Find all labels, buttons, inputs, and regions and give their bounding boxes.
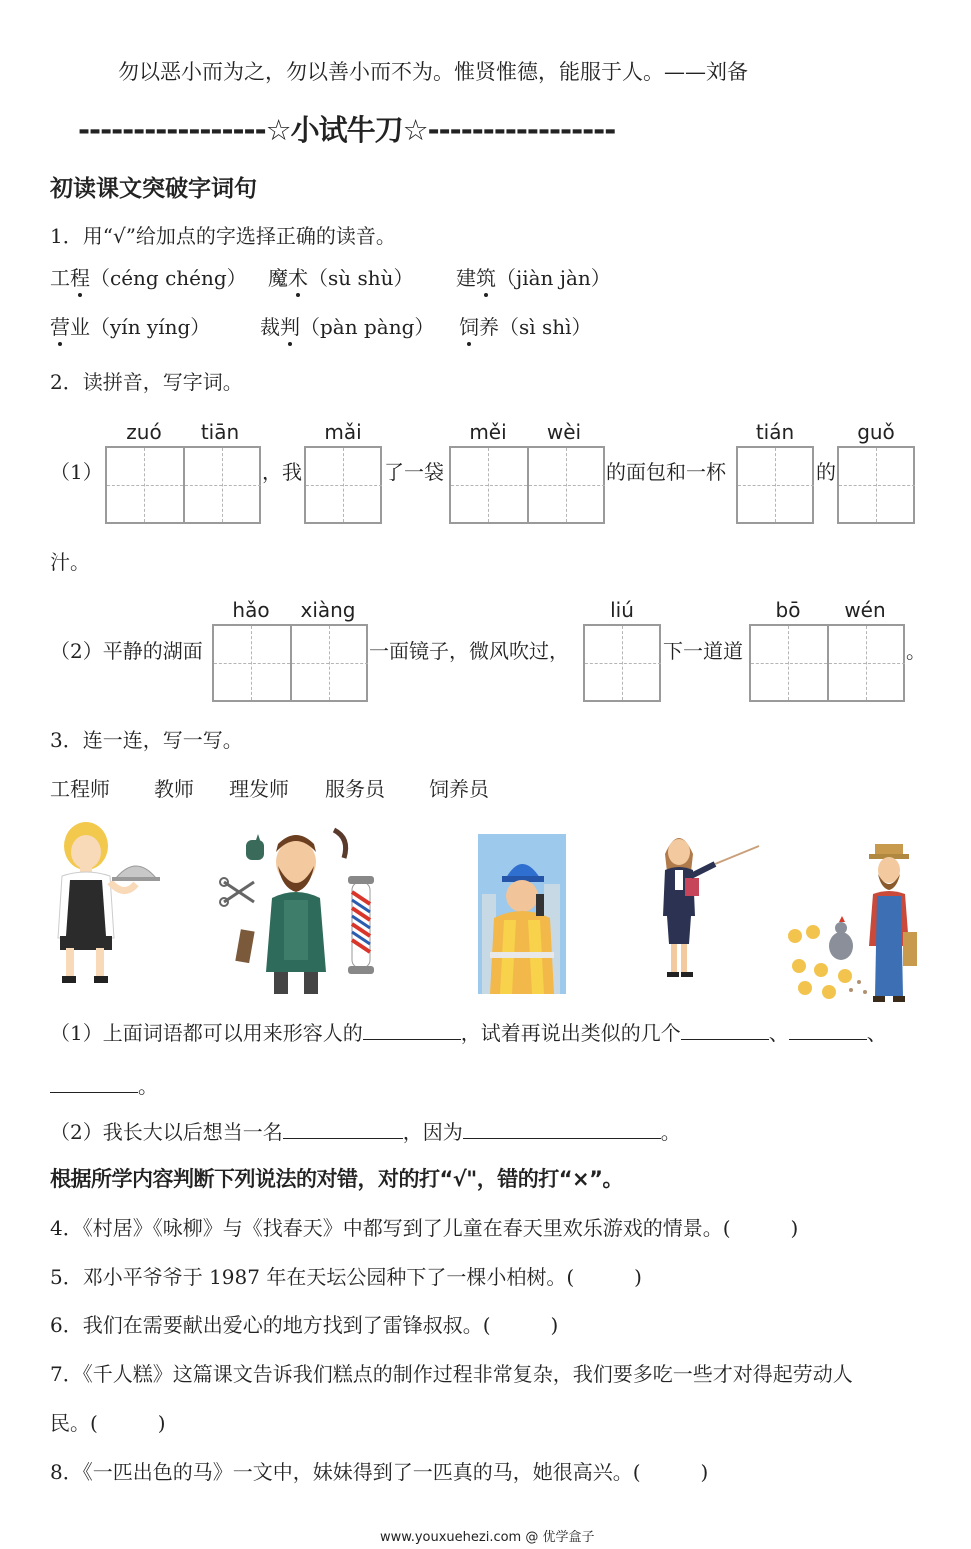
q2-text: 汁。 bbox=[50, 550, 90, 574]
pinyin: zuó bbox=[126, 420, 162, 444]
q2-prompt: 2．读拼音，写字词。 bbox=[50, 370, 243, 394]
q1-item: 魔术（sù shù） bbox=[268, 262, 414, 291]
judge-item: 5．邓小平爷爷于 1987 年在天坛公园种下了一棵小柏树。( ) bbox=[50, 1265, 642, 1289]
teacher-illustration bbox=[655, 824, 765, 984]
judge-item: 4．《村居》《咏柳》与《找春天》中都写到了儿童在春天里欢乐游戏的情景。( ) bbox=[50, 1216, 799, 1240]
answer-blank[interactable] bbox=[50, 1091, 138, 1093]
q1-prompt: 1．用“√”给加点的字选择正确的读音。 bbox=[50, 224, 396, 248]
writing-grid[interactable] bbox=[583, 624, 661, 702]
word-option: 饲养员 bbox=[429, 777, 489, 801]
pinyin: bō bbox=[775, 598, 801, 622]
writing-grid[interactable] bbox=[449, 446, 605, 524]
answer-blank[interactable] bbox=[283, 1137, 403, 1139]
judge-item: 7．《千人糕》这篇课文告诉我们糕点的制作过程非常复杂，我们要多吃一些才对得起劳动人 bbox=[50, 1362, 853, 1386]
footer-watermark: www.youxuehezi.com @ 优学盒子 bbox=[380, 1530, 595, 1545]
q1-item: 饲养（sì shì） bbox=[459, 311, 592, 340]
writing-grid[interactable] bbox=[749, 624, 905, 702]
answer-blank[interactable] bbox=[789, 1038, 867, 1040]
pinyin: tián bbox=[755, 420, 795, 444]
q2-text: 了一袋 bbox=[384, 460, 444, 484]
judge-item: 民。( ) bbox=[50, 1411, 166, 1435]
waitress-illustration bbox=[44, 818, 164, 988]
banner-title: -----------------☆小试牛刀☆----------------- bbox=[78, 113, 616, 147]
pinyin: hǎo bbox=[232, 598, 270, 622]
q2-text: 的面包和一杯 bbox=[606, 460, 726, 484]
word-option: 工程师 bbox=[50, 777, 110, 801]
writing-grid[interactable] bbox=[837, 446, 915, 524]
quote: 勿以恶小而为之，勿以善小而不为。惟贤惟德，能服于人。——刘备 bbox=[118, 60, 748, 84]
pinyin: xiàng bbox=[300, 598, 356, 622]
pinyin: wèi bbox=[546, 420, 582, 444]
writing-grid[interactable] bbox=[105, 446, 261, 524]
writing-grid[interactable] bbox=[736, 446, 814, 524]
q1-item: 建筑（jiàn jàn） bbox=[456, 262, 611, 291]
q3-sub2: （2）我长大以后想当一名 ，因为 。 bbox=[50, 1120, 681, 1144]
judge-item: 6．我们在需要献出爱心的地方找到了雷锋叔叔。( ) bbox=[50, 1313, 559, 1337]
q2-label: （1） bbox=[50, 460, 103, 484]
word-option: 服务员 bbox=[325, 777, 385, 801]
writing-grid[interactable] bbox=[304, 446, 382, 524]
q2-text: ，我 bbox=[262, 460, 302, 484]
farmer-illustration bbox=[785, 836, 925, 1004]
barber-illustration bbox=[214, 822, 389, 1002]
q2-text: 一面镜子，微风吹过， bbox=[369, 639, 569, 663]
q3-sub1-cont: 。 bbox=[50, 1070, 158, 1099]
word-option: 教师 bbox=[154, 777, 194, 801]
q1-item: 工程（céng chéng） bbox=[50, 262, 247, 291]
answer-blank[interactable] bbox=[463, 1137, 661, 1139]
section-title-1: 初读课文突破字词句 bbox=[50, 176, 257, 202]
q1-item: 裁判（pàn pàng） bbox=[260, 311, 434, 340]
q2-text: 下一道道 bbox=[663, 639, 743, 663]
q1-item: 营业（yín yíng） bbox=[50, 311, 210, 340]
q3-sub1: （1）上面词语都可以用来形容人的 ，试着再说出类似的几个 、 、 bbox=[50, 1021, 887, 1045]
q2-text: 。 bbox=[906, 639, 926, 663]
pinyin: liú bbox=[610, 598, 634, 622]
q3-prompt: 3．连一连，写一写。 bbox=[50, 728, 243, 752]
pinyin: guǒ bbox=[857, 420, 895, 444]
engineer-illustration bbox=[478, 834, 566, 994]
q2-text: 的 bbox=[816, 460, 836, 484]
pinyin: wén bbox=[844, 598, 886, 622]
pinyin: měi bbox=[469, 420, 507, 444]
pinyin: mǎi bbox=[324, 420, 362, 444]
writing-grid[interactable] bbox=[212, 624, 368, 702]
section-title-2: 根据所学内容判断下列说法的对错，对的打“√"，错的打“×”。 bbox=[50, 1167, 623, 1191]
answer-blank[interactable] bbox=[681, 1038, 769, 1040]
q2-label: （2）平静的湖面 bbox=[50, 639, 203, 663]
answer-blank[interactable] bbox=[363, 1038, 461, 1040]
judge-item: 8．《一匹出色的马》一文中，妹妹得到了一匹真的马，她很高兴。( ) bbox=[50, 1460, 709, 1484]
word-option: 理发师 bbox=[229, 777, 289, 801]
pinyin: tiān bbox=[200, 420, 240, 444]
